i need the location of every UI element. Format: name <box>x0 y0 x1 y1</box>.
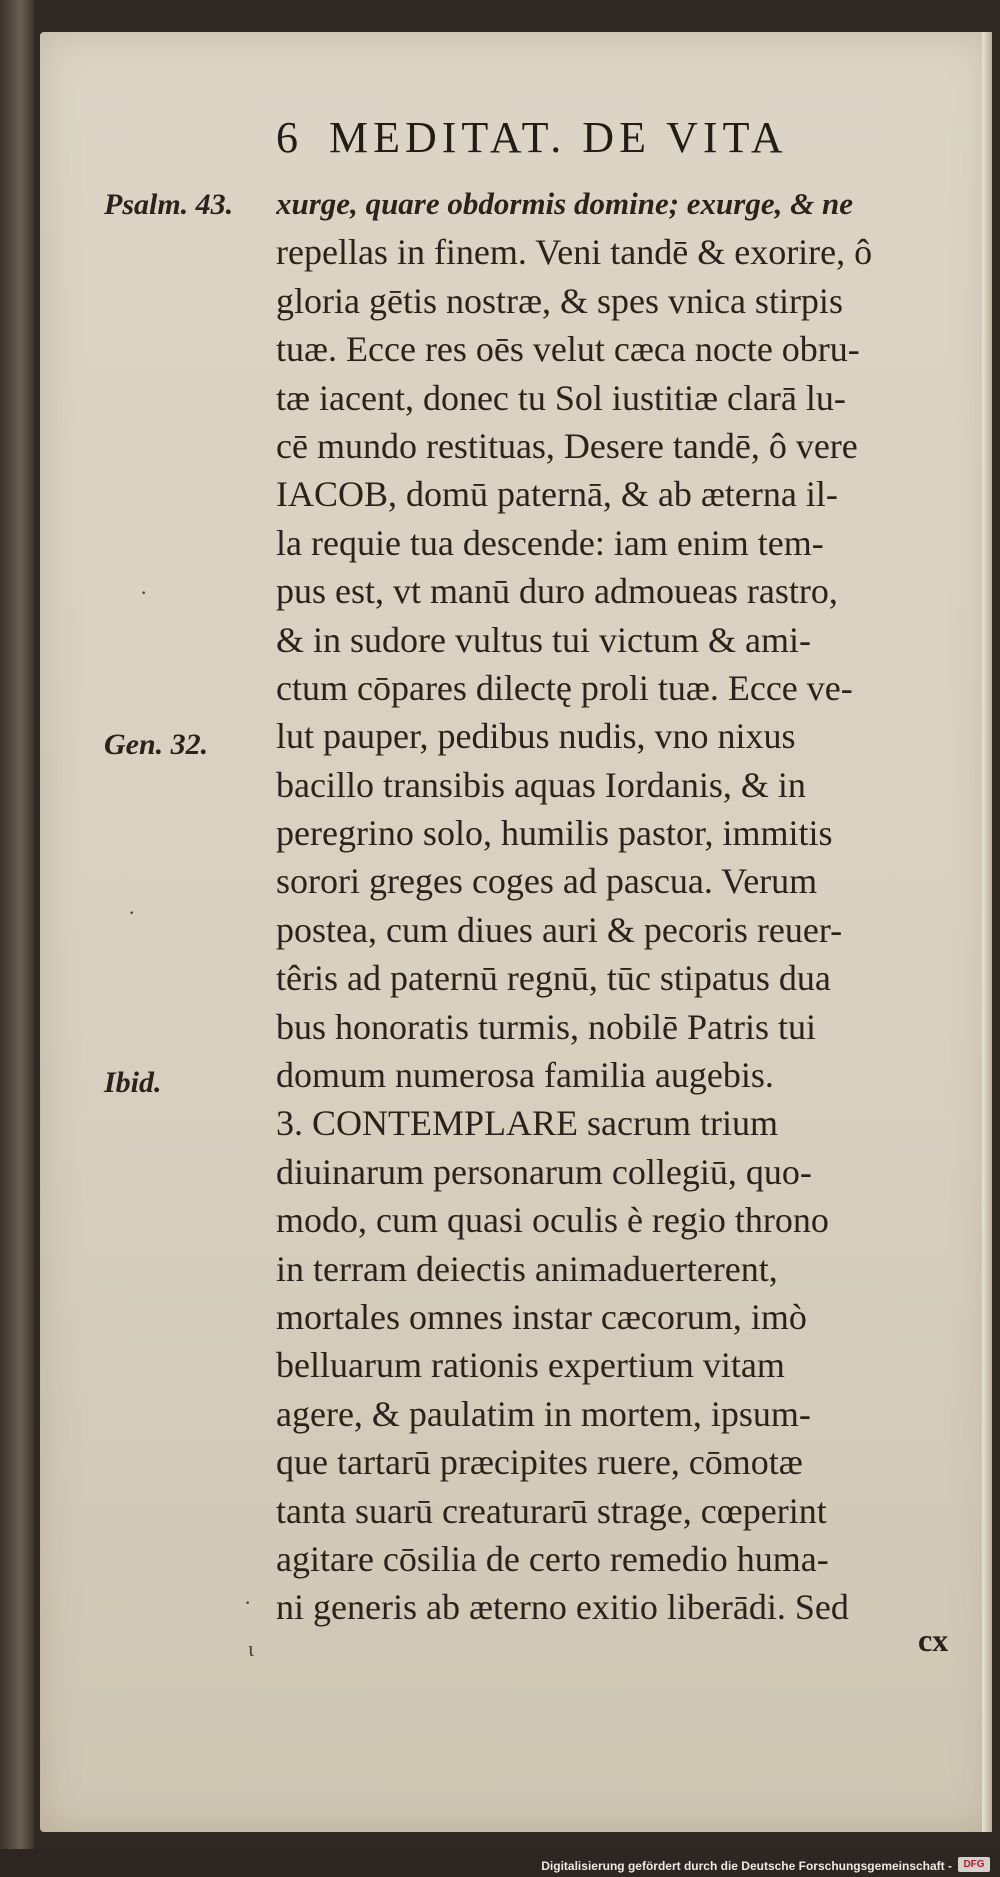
dfg-logo: DFG <box>958 1857 990 1872</box>
text-line: pus est, vt manū duro admoueas rastro, <box>276 571 838 612</box>
text-line: tæ iacent, donec tu Sol iustitiæ clarā lu- <box>276 377 846 418</box>
text-line: cē mundo restituas, Desere tandē, ô vere <box>276 425 858 466</box>
text-line: belluarum rationis expertium vitam <box>276 1345 785 1386</box>
text-line: têris ad paternū regnū, tūc stipatus dua <box>276 958 831 999</box>
text-line: mortales omnes instar cæcorum, imò <box>276 1296 807 1337</box>
text-line: xurge, quare obdormis domine; exurge, & ne <box>276 186 853 221</box>
text-line: IACOB, domū paternā, & ab æterna il- <box>276 474 838 515</box>
text-line: ni generis ab æterno exitio liberādi. Sed <box>276 1587 849 1628</box>
text-line: ctum cōpares dilectę proli tuæ. Ecce ve- <box>276 667 853 708</box>
catchword: cx <box>918 1622 949 1658</box>
text-line: la requie tua descende: iam enim tem- <box>276 522 824 563</box>
ink-speck: ι <box>248 1636 254 1661</box>
text-line: gloria gētis nostræ, & spes vnica stirpis <box>276 280 843 321</box>
text-line: domum numerosa familia augebis. <box>276 1055 774 1096</box>
text-line: modo, cum quasi oculis è regio throno <box>276 1200 829 1241</box>
funding-credit: Digitalisierung gefördert durch die Deutsche Forschungsgemeinschaft - <box>541 1859 952 1873</box>
text-line: peregrino solo, humilis pastor, immitis <box>276 813 833 854</box>
running-head <box>276 112 916 170</box>
margin-note-psalm: Psalm. 43. <box>104 188 234 221</box>
text-line: diuinarum personarum collegiū, quo- <box>276 1151 812 1192</box>
running-title: MEDITAT. DE VITA <box>329 113 788 162</box>
ink-speck: · <box>140 580 148 605</box>
margin-note-genesis: Gen. 32. <box>104 728 209 761</box>
margin-note-ibid: Ibid. <box>104 1066 162 1099</box>
page-edge <box>982 32 992 1832</box>
text-line: bus honoratis turmis, nobilē Patris tui <box>276 1006 816 1047</box>
text-line: repellas in finem. Veni tandē & exorire, ô <box>276 232 873 273</box>
footer-bar <box>0 1849 1000 1877</box>
text-line: que tartarū præcipites ruere, cōmotæ <box>276 1442 803 1483</box>
text-line: tanta suarū creaturarū strage, cœperint <box>276 1490 827 1531</box>
body-text <box>276 180 966 1632</box>
text-line: tuæ. Ecce res oēs velut cæca nocte obru- <box>276 329 860 370</box>
binding-edge <box>0 0 34 1877</box>
ink-speck: · <box>244 1590 252 1615</box>
text-line: & in sudore vultus tui victum & ami- <box>276 619 811 660</box>
text-line: agere, & paulatim in mortem, ipsum- <box>276 1393 811 1434</box>
text-line: 3. CONTEMPLARE sacrum trium <box>276 1103 778 1144</box>
text-line: bacillo transibis aquas Iordanis, & in <box>276 764 806 805</box>
text-line: sorori greges coges ad pascua. Verum <box>276 861 818 902</box>
text-line: lut pauper, pedibus nudis, vno nixus <box>276 716 796 757</box>
text-line: in terram deiectis animaduerterent, <box>276 1248 778 1289</box>
page-number: 6 <box>276 113 303 162</box>
ink-speck: · <box>128 900 136 925</box>
text-line: postea, cum diues auri & pecoris reuer- <box>276 909 843 950</box>
text-line: agitare cōsilia de certo remedio huma- <box>276 1538 829 1579</box>
